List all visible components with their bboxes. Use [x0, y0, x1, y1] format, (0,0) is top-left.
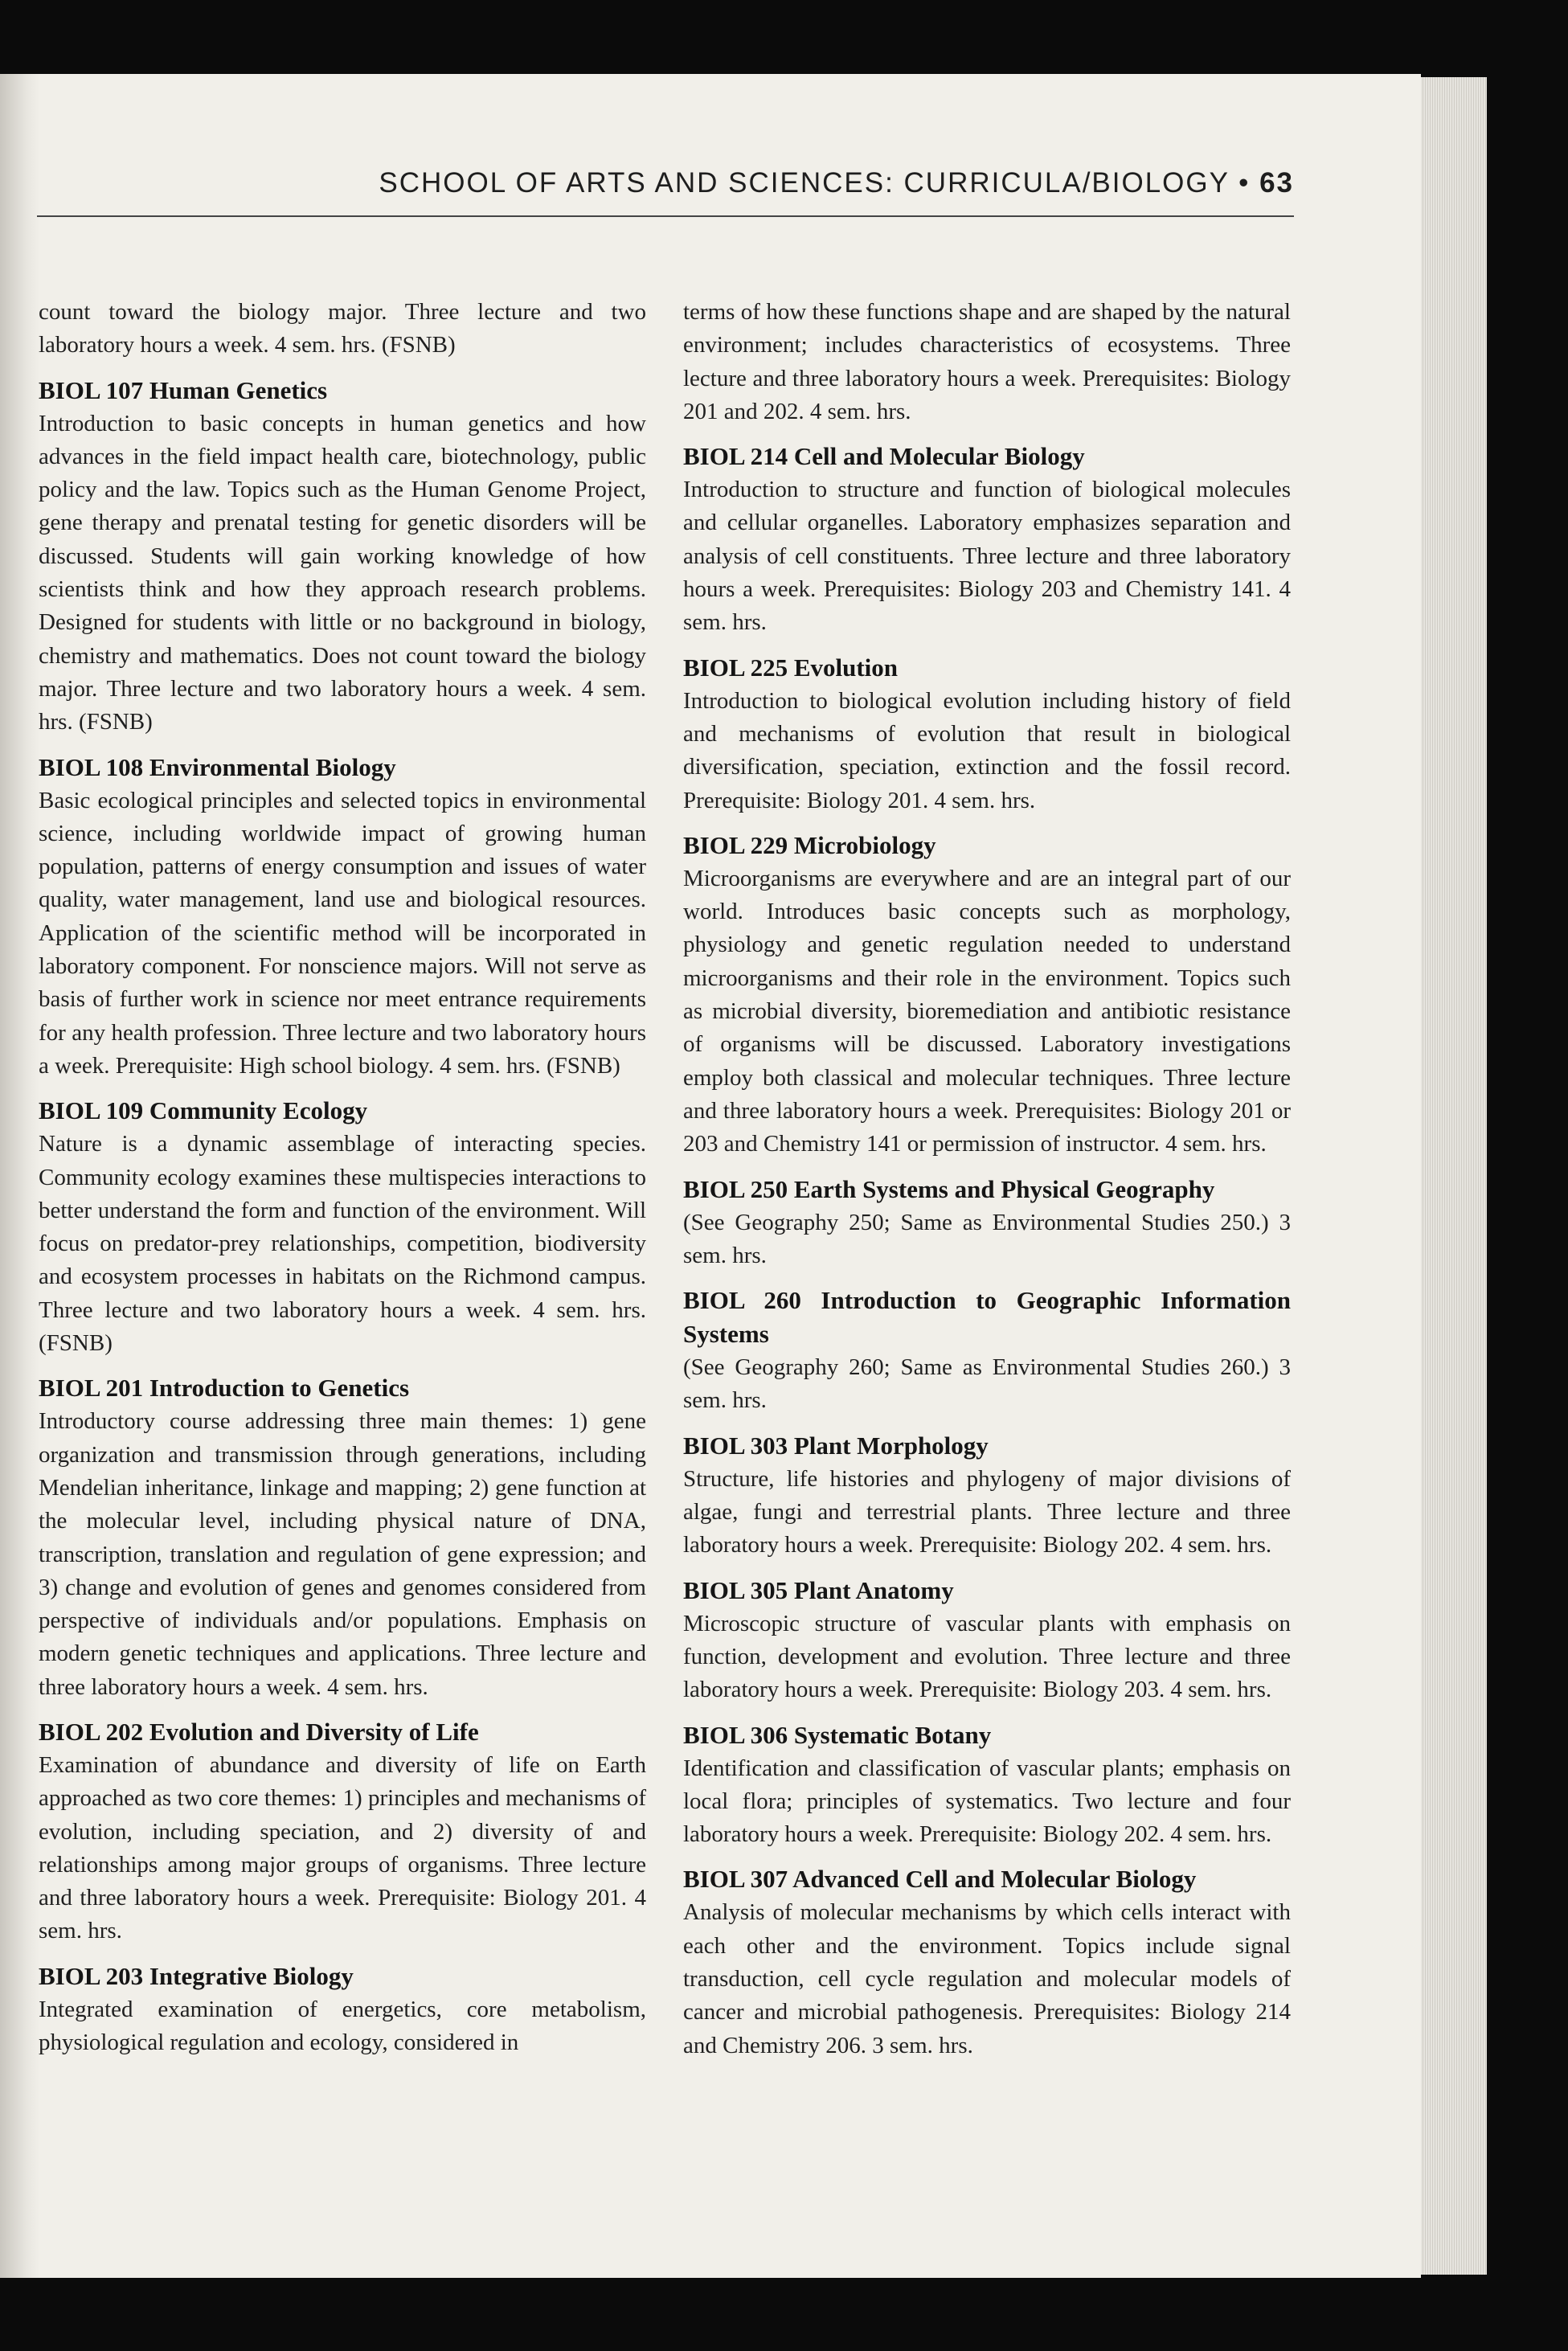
- course-entry: [39, 751, 646, 1083]
- continued-text: count toward the biology major. Three lecture and two laboratory hours a week. 4 sem. hrs. (FSNB): [39, 299, 646, 358]
- running-header: [0, 167, 1294, 199]
- course-title: BIOL 202 Evolution and Diversity of Life: [39, 1717, 479, 1746]
- course-entry: [683, 1574, 1291, 1707]
- course-description: Introduction to biological evolution including history of field and mechanisms of evolution that result in biological diversification, speciation, extinction and the fossil record. Prerequisite: Biology 201. 4 sem. hrs.: [683, 687, 1291, 813]
- page-stack-edge: [1421, 77, 1487, 2275]
- course-title: BIOL 107 Human Genetics: [39, 375, 328, 404]
- course-entry: [683, 651, 1291, 817]
- course-description: Microscopic structure of vascular plants with emphasis on function, development and evolution. Three lecture and three laboratory hours a week. Prerequisite: Biology 203. 4 sem. hrs.: [683, 1610, 1291, 1703]
- course-title: BIOL 306 Systematic Botany: [683, 1720, 992, 1749]
- course-title: BIOL 201 Introduction to Genetics: [39, 1374, 410, 1403]
- course-entry: [39, 1960, 646, 2060]
- course-entry: [683, 1173, 1291, 1273]
- course-description: Identification and classification of vascular plants; emphasis on local flora; principles of systematics. Two lecture and four laboratory hours a week. Prerequisite: Biology 202. 4 sem. hrs.: [683, 1755, 1291, 1848]
- header-rule: [37, 215, 1294, 217]
- course-entry: [39, 1094, 646, 1360]
- course-description: (See Geography 250; Same as Environmental Studies 250.) 3 sem. hrs.: [683, 1209, 1291, 1268]
- course-description: Examination of abundance and diversity of life on Earth approached as two core themes: 1) principles and mechanisms of evolution, including speciation, and 2) diversity of and relationships among major groups of organisms. Three lecture and three laboratory hours a week. Prerequisite: Biology 201. 4 sem. hrs.: [39, 1751, 646, 1944]
- course-title: BIOL 307 Advanced Cell and Molecular Biology: [683, 1865, 1197, 1894]
- continued-text: terms of how these functions shape and are shaped by the natural environment; includes characteristics of ecosystems. Three lecture and three laboratory hours a week. Prerequisites: Biology 201 and 202. 4 sem. hrs.: [683, 299, 1291, 424]
- course-description: Integrated examination of energetics, core metabolism, physiological regulation and ecology, considered in: [39, 1996, 646, 2056]
- course-entry: [683, 1429, 1291, 1563]
- page-number: 63: [1259, 167, 1294, 199]
- course-title: BIOL 214 Cell and Molecular Biology: [683, 442, 1085, 471]
- course-title: BIOL 229 Microbiology: [683, 830, 936, 859]
- course-title: BIOL 203 Integrative Biology: [39, 1961, 354, 1990]
- course-title: BIOL 250 Earth Systems and Physical Geography: [683, 1174, 1215, 1203]
- course-description: Basic ecological principles and selected topics in environmental science, including worldwide impact of growing human population, patterns of energy consumption and issues of water quality, water management, land use and biological resources. Application of the scientific method will be incorporated in laboratory component. For nonscience majors. Will not serve as basis of further work in science nor meet entrance requirements for any health profession. Three lecture and two laboratory hours a week. Prerequisite: High school biology. 4 sem. hrs. (FSNB): [39, 787, 646, 1079]
- course-title: BIOL 225 Evolution: [683, 653, 899, 682]
- course-description: Introductory course addressing three main themes: 1) gene organization and transmission through generations, including Mendelian inheritance, linkage and mapping; 2) gene function at the molecular level, including physical nature of DNA, transcription, translation and regulation of gene expression; and 3) change and evolution of genes and genomes considered from perspective of individuals and/or populations. Emphasis on modern genetic techniques and applications. Three lecture and three laboratory hours a week. 4 sem. hrs.: [39, 1408, 646, 1700]
- course-entry: [39, 374, 646, 739]
- right-column: [683, 296, 1291, 2074]
- course-title: BIOL 108 Environmental Biology: [39, 752, 396, 781]
- course-entry: [683, 1862, 1291, 2062]
- course-description: Analysis of molecular mechanisms by which cells interact with each other and the environment. Topics include signal transduction, cell cycle regulation and molecular models of cancer and microbial pathogenesis. Prerequisites: Biology 214 and Chemistry 206. 3 sem. hrs.: [683, 1899, 1291, 2058]
- course-entry: [39, 1715, 646, 1948]
- running-head-text: SCHOOL OF ARTS AND SCIENCES: CURRICULA/BIOLOGY •: [379, 167, 1251, 199]
- course-entry: [683, 1284, 1291, 1418]
- course-entry: [683, 1718, 1291, 1852]
- course-description: Structure, life histories and phylogeny of major divisions of algae, fungi and terrestrial plants. Three lecture and three laboratory hours a week. Prerequisite: Biology 202. 4 sem. hrs.: [683, 1465, 1291, 1558]
- course-entry: [683, 829, 1291, 1161]
- course-title: BIOL 109 Community Ecology: [39, 1096, 368, 1125]
- course-title: BIOL 305 Plant Anatomy: [683, 1575, 954, 1604]
- course-description: (See Geography 260; Same as Environmental Studies 260.) 3 sem. hrs.: [683, 1354, 1291, 1414]
- course-description: Introduction to basic concepts in human genetics and how advances in the field impact health care, biotechnology, public policy and the law. Topics such as the Human Genome Project, gene therapy and prenatal testing for genetic disorders will be discussed. Students will gain working knowledge of how scientists think and how they approach research problems. Designed for students with little or no background in biology, chemistry and mathematics. Does not count toward the biology major. Three lecture and two laboratory hours a week. 4 sem. hrs. (FSNB): [39, 410, 646, 735]
- course-description: Introduction to structure and function of biological molecules and cellular organelles. Laboratory emphasizes separation and analysis of cell constituents. Three lecture and three laboratory hours a week. Prerequisites: Biology 203 and Chemistry 141. 4 sem. hrs.: [683, 477, 1291, 636]
- course-entry: [683, 440, 1291, 639]
- page-gutter-shadow: [0, 74, 40, 2278]
- course-entry: [39, 1371, 646, 1704]
- course-description: Microorganisms are everywhere and are an integral part of our world. Introduces basic concepts such as morphology, physiology and genetic regulation needed to understand microorganisms and their role in the environment. Topics such as microbial diversity, bioremediation and antibiotic resistance of organisms will be discussed. Laboratory investigations employ both classical and molecular techniques. Three lecture and three laboratory hours a week. Prerequisites: Biology 201 or 203 and Chemistry 141 or permission of instructor. 4 sem. hrs.: [683, 865, 1291, 1157]
- left-column: [39, 296, 646, 2070]
- course-description: Nature is a dynamic assemblage of interacting species. Community ecology examines these multispecies interactions to better understand the form and function of the environment. Will focus on predator-prey relationships, competition, biodiversity and ecosystem processes in habitats on the Richmond campus. Three lecture and two laboratory hours a week. 4 sem. hrs. (FSNB): [39, 1131, 646, 1357]
- course-title: BIOL 303 Plant Morphology: [683, 1431, 989, 1460]
- course-title: BIOL 260 Introduction to Geographic Information Systems: [683, 1286, 1291, 1349]
